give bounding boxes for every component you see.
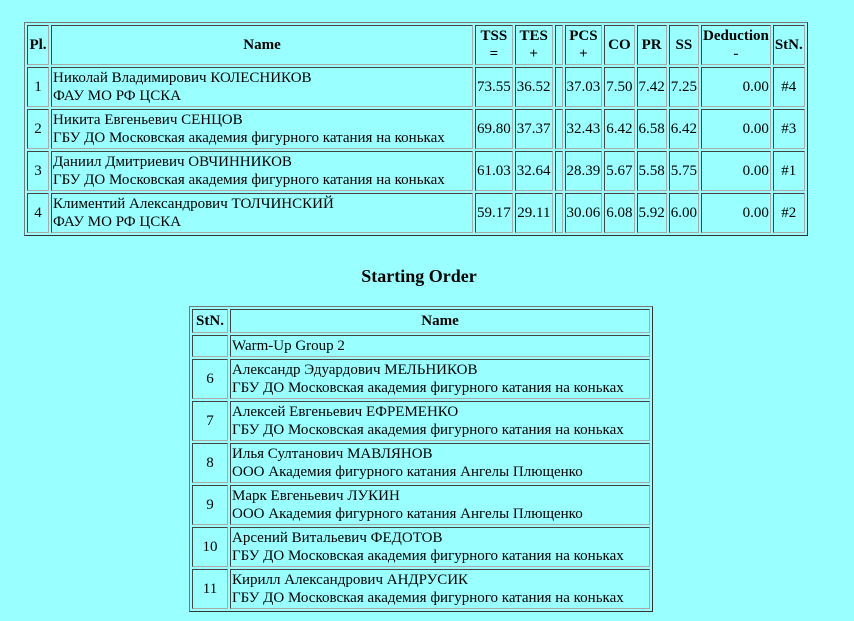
tes-cell: 37.37 bbox=[515, 109, 553, 149]
place-cell: 3 bbox=[27, 151, 49, 191]
pr-cell: 6.58 bbox=[637, 109, 667, 149]
stn-cell: 8 bbox=[192, 443, 228, 483]
skater-club: ГБУ ДО Московская академия фигурного катания на коньках bbox=[232, 548, 624, 564]
skater-club: ООО Академия фигурного катания Ангелы Плющенко bbox=[232, 464, 583, 480]
header-deduction-label: Deduction bbox=[703, 28, 769, 44]
place-cell: 2 bbox=[27, 109, 49, 149]
skater-name: Климентий Александрович ТОЛЧИНСКИЙ bbox=[53, 196, 334, 212]
skater-cell bbox=[230, 359, 650, 399]
deduction-cell: 0.00 bbox=[701, 67, 771, 107]
ss-cell: 6.42 bbox=[669, 109, 699, 149]
gap-cell bbox=[555, 151, 563, 191]
header-co: CO bbox=[604, 25, 634, 65]
skater-name: Арсений Витальевич ФЕДОТОВ bbox=[232, 530, 443, 546]
skater-club: ГБУ ДО Московская академия фигурного катания на коньках bbox=[53, 172, 445, 188]
pcs-cell: 32.43 bbox=[565, 109, 603, 149]
deduction-cell: 0.00 bbox=[701, 193, 771, 233]
table-row bbox=[192, 569, 650, 609]
results-header-row bbox=[27, 25, 805, 65]
tss-cell: 69.80 bbox=[475, 109, 513, 149]
skater-cell bbox=[230, 569, 650, 609]
table-row bbox=[192, 359, 650, 399]
gap-cell bbox=[555, 67, 563, 107]
table-row bbox=[192, 401, 650, 441]
tss-cell: 61.03 bbox=[475, 151, 513, 191]
ss-cell: 7.25 bbox=[669, 67, 699, 107]
table-row bbox=[27, 109, 805, 149]
stn-cell: 6 bbox=[192, 359, 228, 399]
skater-name: Алексей Евгеньевич ЕФРЕМЕНКО bbox=[232, 404, 459, 420]
skater-cell bbox=[230, 443, 650, 483]
skater-name: Даниил Дмитриевич ОВЧИННИКОВ bbox=[53, 154, 292, 170]
skater-name: Александр Эдуардович МЕЛЬНИКОВ bbox=[232, 362, 478, 378]
header-pl: Pl. bbox=[27, 25, 49, 65]
starting-order-title: Starting Order bbox=[361, 266, 477, 286]
header-pr: PR bbox=[637, 25, 667, 65]
stn-cell: #1 bbox=[773, 151, 805, 191]
stn-cell: 10 bbox=[192, 527, 228, 567]
warmup-group-label: Warm-Up Group 2 bbox=[230, 335, 650, 357]
warmup-group-row bbox=[192, 335, 650, 357]
header-gap bbox=[555, 25, 563, 65]
results-table bbox=[24, 22, 808, 236]
skater-cell bbox=[51, 151, 473, 191]
table-row bbox=[27, 67, 805, 107]
starting-order-table bbox=[189, 306, 653, 612]
header-tes-sub: + bbox=[529, 46, 538, 62]
gap-cell bbox=[555, 109, 563, 149]
pr-cell: 5.92 bbox=[637, 193, 667, 233]
tss-cell: 73.55 bbox=[475, 67, 513, 107]
header-deduction bbox=[701, 25, 771, 65]
pcs-cell: 28.39 bbox=[565, 151, 603, 191]
gap-cell bbox=[555, 193, 563, 233]
header-name: Name bbox=[51, 25, 473, 65]
table-row bbox=[27, 151, 805, 191]
table-row bbox=[192, 443, 650, 483]
ss-cell: 6.00 bbox=[669, 193, 699, 233]
stn-cell: 11 bbox=[192, 569, 228, 609]
skater-cell bbox=[51, 67, 473, 107]
pcs-cell: 37.03 bbox=[565, 67, 603, 107]
co-cell: 5.67 bbox=[604, 151, 634, 191]
skater-name: Николай Владимирович КОЛЕСНИКОВ bbox=[53, 70, 312, 86]
pcs-cell: 30.06 bbox=[565, 193, 603, 233]
table-row bbox=[27, 193, 805, 233]
skater-cell bbox=[51, 109, 473, 149]
deduction-cell: 0.00 bbox=[701, 109, 771, 149]
table-row bbox=[192, 527, 650, 567]
starting-header-row bbox=[192, 309, 650, 333]
pr-cell: 5.58 bbox=[637, 151, 667, 191]
place-cell: 4 bbox=[27, 193, 49, 233]
table-row bbox=[192, 485, 650, 525]
stn-cell: 9 bbox=[192, 485, 228, 525]
skater-club: ООО Академия фигурного катания Ангелы Плющенко bbox=[232, 506, 583, 522]
tss-cell: 59.17 bbox=[475, 193, 513, 233]
header-tss-sub: = bbox=[489, 46, 499, 62]
header-tss-label: TSS bbox=[480, 28, 508, 44]
header-stn: StN. bbox=[192, 309, 228, 333]
skater-club: ГБУ ДО Московская академия фигурного катания на коньках bbox=[232, 422, 624, 438]
skater-cell bbox=[230, 527, 650, 567]
skater-club: ГБУ ДО Московская академия фигурного катания на коньках bbox=[53, 130, 445, 146]
skater-name: Никита Евгеньевич СЕНЦОВ bbox=[53, 112, 243, 128]
header-pcs-label: PCS bbox=[569, 28, 598, 44]
warmup-group-stn bbox=[192, 335, 228, 357]
header-ss: SS bbox=[669, 25, 699, 65]
tes-cell: 32.64 bbox=[515, 151, 553, 191]
skater-club: ГБУ ДО Московская академия фигурного катания на коньках bbox=[232, 380, 624, 396]
skater-club: ГБУ ДО Московская академия фигурного катания на коньках bbox=[232, 590, 624, 606]
header-stn: StN. bbox=[773, 25, 805, 65]
header-tss bbox=[475, 25, 513, 65]
header-deduction-sub: - bbox=[733, 46, 739, 62]
skater-cell bbox=[51, 193, 473, 233]
stn-cell: #4 bbox=[773, 67, 805, 107]
header-name: Name bbox=[230, 309, 650, 333]
skater-cell bbox=[230, 401, 650, 441]
co-cell: 6.42 bbox=[604, 109, 634, 149]
skater-name: Илья Султанович МАВЛЯНОВ bbox=[232, 446, 433, 462]
ss-cell: 5.75 bbox=[669, 151, 699, 191]
co-cell: 6.08 bbox=[604, 193, 634, 233]
tes-cell: 36.52 bbox=[515, 67, 553, 107]
skater-name: Кирилл Александрович АНДРУСИК bbox=[232, 572, 469, 588]
place-cell: 1 bbox=[27, 67, 49, 107]
skater-club: ФАУ МО РФ ЦСКА bbox=[53, 214, 182, 230]
pr-cell: 7.42 bbox=[637, 67, 667, 107]
header-tes-label: TES bbox=[519, 28, 548, 44]
deduction-cell: 0.00 bbox=[701, 151, 771, 191]
skater-club: ФАУ МО РФ ЦСКА bbox=[53, 88, 182, 104]
header-pcs bbox=[565, 25, 603, 65]
stn-cell: 7 bbox=[192, 401, 228, 441]
stn-cell: #2 bbox=[773, 193, 805, 233]
skater-name: Марк Евгеньевич ЛУКИН bbox=[232, 488, 400, 504]
tes-cell: 29.11 bbox=[515, 193, 553, 233]
skater-cell bbox=[230, 485, 650, 525]
co-cell: 7.50 bbox=[604, 67, 634, 107]
stn-cell: #3 bbox=[773, 109, 805, 149]
header-tes bbox=[515, 25, 553, 65]
header-pcs-sub: + bbox=[579, 46, 588, 62]
